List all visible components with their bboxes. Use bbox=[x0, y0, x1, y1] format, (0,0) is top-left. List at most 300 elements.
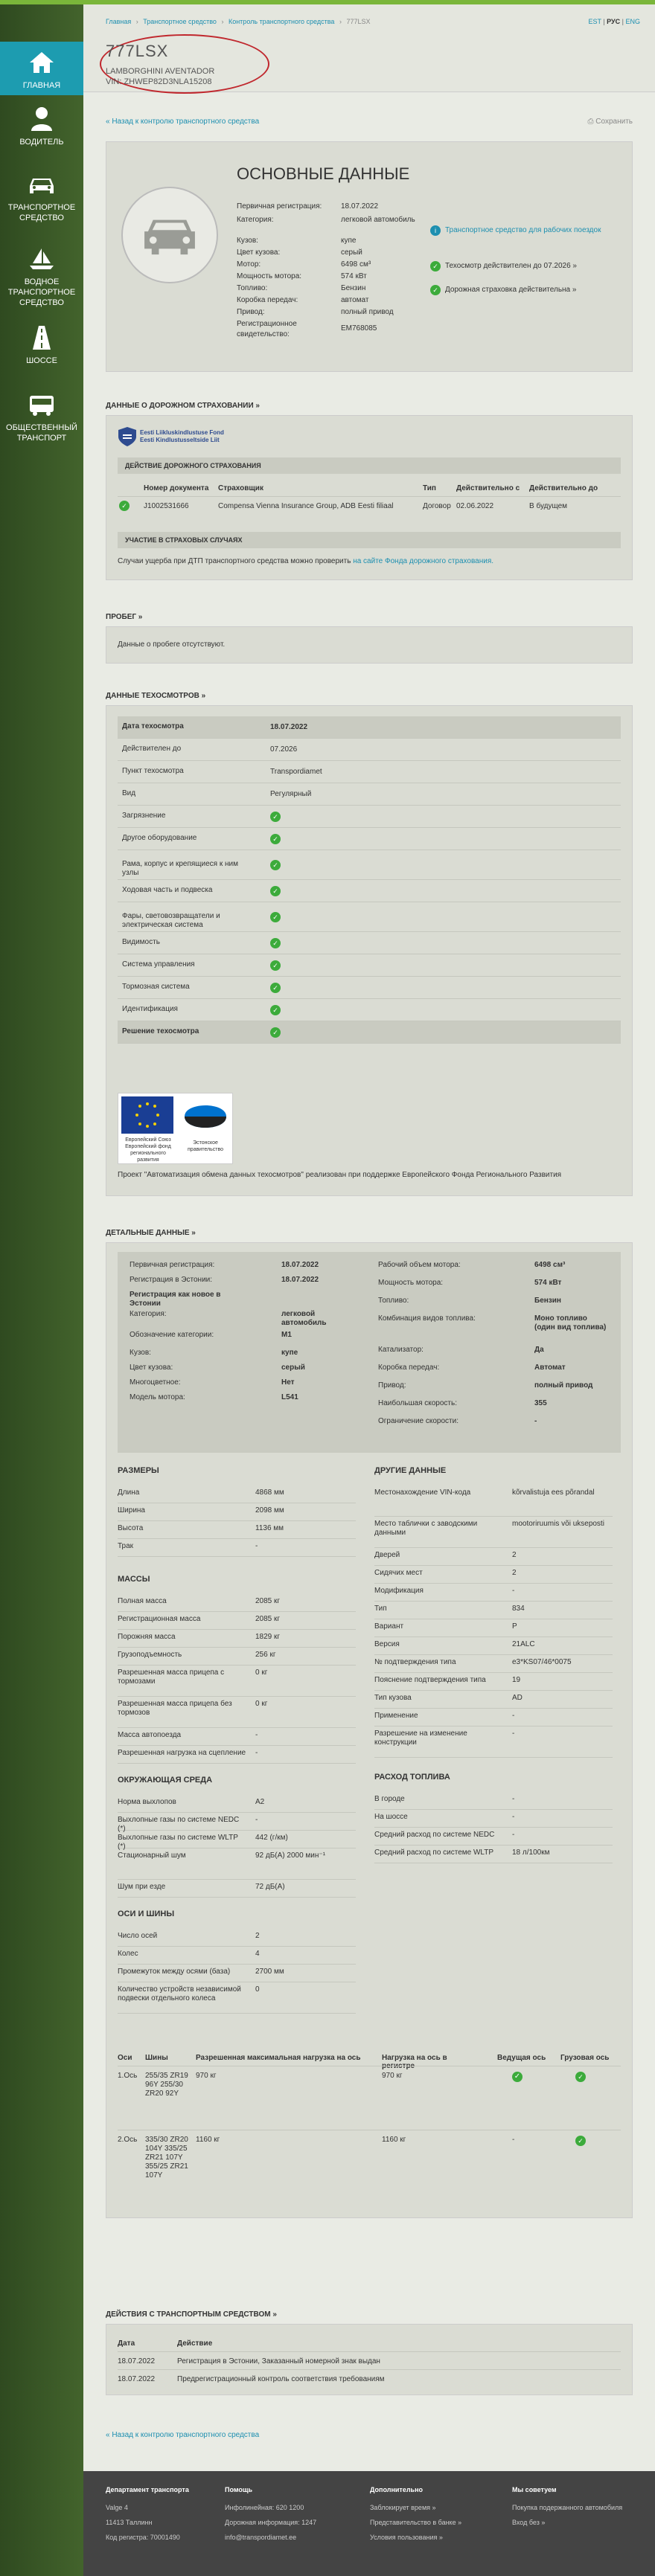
detail-value: 0 bbox=[255, 1985, 260, 1994]
detail-value: 834 bbox=[512, 1605, 525, 1613]
field-row bbox=[237, 283, 423, 294]
footer-col-advice bbox=[512, 2486, 639, 2534]
table-cell: Договор bbox=[423, 502, 451, 510]
detail-value: 0 кг bbox=[255, 1668, 268, 1677]
nav-label: ВОДНОЕ ТРАНСПОРТНОЕ СРЕДСТВО bbox=[7, 277, 76, 307]
detail-value: 1829 кг bbox=[255, 1633, 281, 1641]
detail-value: kõrvalistuja ees põrandal bbox=[512, 1488, 595, 1497]
inspection-box bbox=[106, 705, 633, 1196]
col-header: Дата bbox=[118, 2339, 135, 2348]
action-date: 18.07.2022 bbox=[118, 2357, 156, 2365]
nav-item-vehicle[interactable] bbox=[0, 164, 83, 238]
insurance-note bbox=[118, 557, 493, 565]
detail-value: 92 дБ(A) 2000 мин⁻¹ bbox=[255, 1851, 326, 1860]
field-row bbox=[237, 319, 423, 340]
detail-label: Средний расход по системе WLTP bbox=[374, 1849, 494, 1857]
detail-row bbox=[118, 1728, 356, 1746]
detail-value: M1 bbox=[281, 1331, 292, 1339]
boat-icon bbox=[27, 245, 57, 272]
detail-row bbox=[118, 1849, 356, 1880]
driver-icon bbox=[27, 106, 57, 132]
footer-link[interactable]: Представительство в банке » bbox=[370, 2519, 462, 2526]
detail-label: Регистрация как новое в Эстонии bbox=[130, 1291, 221, 1308]
action-text: Предрегистрационный контроль соответствия требованиям bbox=[177, 2375, 385, 2383]
detail-row bbox=[118, 1795, 356, 1813]
inspection-row bbox=[118, 902, 621, 932]
estonia-flag-icon bbox=[181, 1098, 230, 1135]
tyre-max-load: 1160 кг bbox=[196, 2136, 220, 2144]
car-icon bbox=[27, 171, 57, 198]
eu-text bbox=[121, 1137, 175, 1163]
col-header: Действие bbox=[177, 2339, 213, 2348]
tyre-axle: 2.Ось bbox=[118, 2136, 138, 2144]
detail-value: 19 bbox=[512, 1676, 521, 1684]
detail-value: 256 кг bbox=[255, 1651, 276, 1659]
footer-heading: Помощь bbox=[225, 2486, 253, 2493]
footer-link[interactable]: Покупка подержанного автомобиля bbox=[512, 2504, 623, 2511]
field-label: Коробка передач: bbox=[237, 296, 298, 304]
tyre-col-header: Шины bbox=[145, 2054, 168, 2062]
field-label: Привод: bbox=[237, 308, 265, 316]
eu-text-line: Европейский фонд регионального развития bbox=[125, 1144, 171, 1163]
footer-col-help bbox=[225, 2486, 316, 2548]
col-header: Действительно до bbox=[529, 484, 598, 492]
tyre-reg-load: 970 кг bbox=[382, 2072, 403, 2080]
insurance-cases-band: УЧАСТИЕ В СТРАХОВЫХ СЛУЧАЯХ bbox=[118, 532, 621, 548]
nav-label: ГЛАВНАЯ bbox=[22, 81, 61, 90]
nav-item-road[interactable] bbox=[0, 312, 83, 379]
detail-value: полный привод bbox=[534, 1381, 593, 1390]
inspection-value: 07.2026 bbox=[270, 745, 298, 754]
road-icon bbox=[27, 324, 57, 351]
detail-label: Наибольшая скорость: bbox=[378, 1399, 458, 1407]
inspection-section-title[interactable]: ДАННЫЕ ТЕХОСМОТРОВ » bbox=[106, 692, 206, 700]
inspection-label: Видимость bbox=[122, 938, 160, 946]
breadcrumb-current: 777LSX bbox=[346, 18, 371, 25]
footer-link[interactable]: Условия пользования » bbox=[370, 2534, 443, 2541]
field-value: легковой автомобиль bbox=[341, 216, 415, 224]
detail-value: - bbox=[512, 1831, 515, 1839]
status-text: Транспортное средство для рабочих поездок bbox=[445, 226, 601, 234]
detail-row bbox=[118, 1746, 356, 1764]
detail-row bbox=[118, 1982, 356, 2014]
tyre-col-header: Грузовая ось bbox=[560, 2054, 610, 2062]
detail-label: Порожняя масса bbox=[118, 1633, 176, 1641]
detail-label: Разрешенная масса прицепа без тормозов bbox=[118, 1700, 232, 1717]
detail-value: Нет bbox=[281, 1378, 295, 1387]
model-name: LAMBORGHINI AVENTADOR bbox=[106, 67, 215, 76]
footer-heading: Дополнительно bbox=[370, 2486, 424, 2493]
footer-text: Инфолинейная: 620 1200 bbox=[225, 2504, 304, 2511]
detail-row bbox=[118, 1929, 356, 1947]
registration-number: 777LSX bbox=[106, 42, 169, 60]
breadcrumb-home[interactable]: Главная bbox=[106, 18, 132, 25]
detail-label: Шум при езде bbox=[118, 1883, 166, 1891]
detail-value: A2 bbox=[255, 1798, 265, 1806]
detail-value: Бензин bbox=[534, 1297, 561, 1305]
detail-label: Количество устройств независимой подвески отдельного колеса bbox=[118, 1985, 241, 2002]
detail-value: 1136 мм bbox=[255, 1524, 284, 1532]
detail-label: Длина bbox=[118, 1488, 140, 1497]
project-note: Проект "Автоматизация обмена данных техосмотров" реализован при поддержке Европейского Фонда Регионального Развития bbox=[118, 1171, 562, 1179]
detail-value: 4868 мм bbox=[255, 1488, 284, 1497]
detail-label: Модификация bbox=[374, 1587, 424, 1595]
inspection-row bbox=[118, 954, 621, 977]
nav-item-driver[interactable] bbox=[0, 95, 83, 164]
nav-item-home[interactable] bbox=[0, 42, 83, 95]
action-text: Регистрация в Эстонии, Заказанный номерной знак выдан bbox=[177, 2357, 380, 2365]
eu-text-line: Европейский Союз bbox=[125, 1137, 171, 1143]
table-cell: Compensa Vienna Insurance Group, ADB Eesti filiaal bbox=[218, 502, 394, 510]
detail-label: Регистрация в Эстонии: bbox=[130, 1276, 213, 1284]
detail-value: - bbox=[512, 1729, 515, 1738]
field-label: Регистрационное свидетельство: bbox=[237, 320, 297, 338]
check-icon: ✓ bbox=[270, 834, 281, 844]
save-icon: ⎙ bbox=[587, 118, 594, 126]
detail-section-title[interactable]: ДЕТАЛЬНЫЕ ДАННЫЕ » bbox=[106, 1229, 196, 1237]
inspection-label: Дата техосмотра bbox=[122, 722, 184, 730]
inspection-label: Вид bbox=[122, 789, 136, 797]
detail-row bbox=[118, 1648, 356, 1666]
footer-col-extra bbox=[370, 2486, 461, 2548]
eu-logo bbox=[118, 1093, 233, 1164]
inspection-row bbox=[118, 880, 621, 902]
detail-value: 18.07.2022 bbox=[281, 1261, 319, 1269]
footer-text: Valge 4 bbox=[106, 2504, 128, 2511]
detail-row bbox=[374, 1548, 613, 1566]
detail-label: Ограничение скорости: bbox=[378, 1417, 458, 1425]
detail-row bbox=[118, 1697, 356, 1728]
detail-value: L541 bbox=[281, 1393, 298, 1401]
nav-item-watercraft[interactable] bbox=[0, 238, 83, 312]
save-label: Сохранить bbox=[595, 118, 633, 126]
field-row bbox=[237, 248, 423, 258]
inspection-label: Ходовая часть и подвеска bbox=[122, 886, 213, 894]
vehicle-model bbox=[106, 66, 214, 87]
field-value: Бензин bbox=[341, 284, 366, 292]
inspection-row bbox=[118, 1021, 621, 1044]
detail-value: 2085 кг bbox=[255, 1615, 281, 1623]
inspection-row bbox=[118, 806, 621, 828]
field-row bbox=[237, 272, 423, 282]
check-icon: ✓ bbox=[270, 960, 281, 971]
divider bbox=[118, 2369, 621, 2370]
detail-label: Вариант bbox=[374, 1622, 404, 1631]
detail-value: - bbox=[512, 1587, 515, 1595]
detail-row bbox=[374, 1517, 613, 1548]
tyre-drive: - bbox=[512, 2136, 515, 2144]
breadcrumb bbox=[106, 18, 373, 25]
detail-label: Тип bbox=[374, 1605, 387, 1613]
inspection-row bbox=[118, 761, 621, 783]
detail-value: 2 bbox=[255, 1932, 260, 1940]
detail-value: Да bbox=[534, 1346, 544, 1354]
detail-label: Пояснение подтверждения типа bbox=[374, 1676, 486, 1684]
sidebar-nav bbox=[0, 42, 83, 488]
detail-value: 2 bbox=[512, 1569, 517, 1577]
inspection-row bbox=[118, 783, 621, 806]
detail-label: Сидячих мест bbox=[374, 1569, 423, 1577]
detail-label: Разрешение на изменение конструкции bbox=[374, 1729, 467, 1747]
field-row bbox=[237, 295, 423, 306]
detail-row bbox=[374, 1727, 613, 1758]
footer-heading: Департамент транспорта bbox=[106, 2486, 189, 2493]
detail-row bbox=[118, 1813, 356, 1831]
nav-label: ВОДИТЕЛЬ bbox=[19, 138, 64, 147]
tyre-col-header: Разрешенная максимальная нагрузка на ось bbox=[196, 2054, 361, 2062]
check-icon: ✓ bbox=[575, 2072, 586, 2082]
inspection-value: Transpordiamet bbox=[270, 768, 322, 776]
tyre-col-header: Ведущая ось bbox=[497, 2054, 546, 2062]
inspection-label: Система управления bbox=[122, 960, 195, 969]
inspection-label: Загрязнение bbox=[122, 812, 166, 820]
footer-col-department bbox=[106, 2486, 189, 2548]
field-row bbox=[237, 202, 423, 212]
mileage-box bbox=[106, 626, 633, 664]
detail-row bbox=[374, 1566, 613, 1584]
field-row bbox=[237, 215, 423, 236]
check-icon: ✓ bbox=[270, 886, 281, 896]
inspection-row bbox=[118, 932, 621, 954]
detail-label: Рабочий объем мотора: bbox=[378, 1261, 461, 1269]
detail-value: - bbox=[512, 1712, 515, 1720]
insurance-band: ДЕЙСТВИЕ ДОРОЖНОГО СТРАХОВАНИЯ bbox=[118, 457, 621, 474]
detail-row bbox=[374, 1709, 613, 1727]
status-work-trips[interactable] bbox=[430, 225, 624, 235]
back-link-bottom[interactable]: « Назад к контролю транспортного средства bbox=[106, 2431, 260, 2439]
group-title: РАСХОД ТОПЛИВА bbox=[374, 1773, 450, 1782]
mileage-text: Данные о пробеге отсутствуют. bbox=[118, 640, 226, 649]
detail-label: На шоссе bbox=[374, 1813, 408, 1821]
field-value: серый bbox=[341, 248, 362, 257]
inspection-label: Другое оборудование bbox=[122, 834, 197, 842]
detail-label: Промежуток между осями (база) bbox=[118, 1968, 231, 1976]
tyre-col-header: Нагрузка на ось в bbox=[382, 2054, 447, 2062]
divider bbox=[118, 496, 621, 497]
detail-box bbox=[106, 1242, 633, 2218]
mileage-section-title[interactable]: ПРОБЕГ » bbox=[106, 613, 143, 621]
check-icon: ✓ bbox=[512, 2072, 523, 2082]
field-value: полный привод bbox=[341, 308, 394, 316]
detail-label: Дверей bbox=[374, 1551, 400, 1559]
detail-value: 2 bbox=[512, 1551, 517, 1559]
inspection-label: Фары, световозвращатели и электрическая система bbox=[122, 912, 220, 929]
detail-row bbox=[374, 1602, 613, 1619]
footer-text: Код регистра: 70001490 bbox=[106, 2534, 180, 2541]
check-icon: ✓ bbox=[270, 938, 281, 948]
detail-summary bbox=[118, 1252, 621, 1453]
detail-value: 21ALC bbox=[512, 1640, 535, 1648]
detail-label: Высота bbox=[118, 1524, 144, 1532]
breadcrumb-vehicle-check[interactable]: Контроль транспортного средства bbox=[228, 18, 335, 25]
detail-row bbox=[374, 1584, 613, 1602]
inspection-label: Пункт техосмотра bbox=[122, 767, 184, 775]
nav-label: ОБЩЕСТВЕННЫЙ ТРАНСПОРТ bbox=[6, 423, 77, 443]
detail-row bbox=[374, 1637, 613, 1655]
breadcrumb-separator: › bbox=[221, 18, 224, 25]
footer-link[interactable]: Заблокирует время » bbox=[370, 2504, 436, 2511]
detail-label: Цвет кузова: bbox=[130, 1364, 173, 1372]
detail-value: - bbox=[255, 1816, 258, 1824]
detail-label: Место таблички с заводскими данными bbox=[374, 1520, 478, 1537]
detail-value: 2098 мм bbox=[255, 1506, 284, 1515]
detail-label: Привод: bbox=[378, 1381, 406, 1390]
detail-value: - bbox=[255, 1731, 258, 1739]
status-insurance[interactable] bbox=[430, 285, 624, 295]
status-text: Техосмотр действителен до 07.2026 » bbox=[445, 262, 577, 270]
check-icon: ✓ bbox=[430, 261, 441, 272]
tyre-sizes: 335/30 ZR20 104Y 335/25 ZR21 107Y 355/25 ZR21 107Y bbox=[145, 2136, 188, 2180]
lang-rus[interactable]: РУС bbox=[607, 18, 621, 25]
detail-label: Ширина bbox=[118, 1506, 145, 1515]
language-switcher: EST | РУС | ENG bbox=[588, 18, 640, 25]
insurance-section-title[interactable]: ДАННЫЕ О ДОРОЖНОМ СТРАХОВАНИИ » bbox=[106, 402, 260, 410]
footer-link[interactable]: Вход без » bbox=[512, 2519, 546, 2526]
detail-label: Катализатор: bbox=[378, 1346, 424, 1354]
detail-value: e3*KS07/46*0075 bbox=[512, 1658, 572, 1666]
home-icon bbox=[27, 49, 57, 76]
footer-text: Дорожная информация: 1247 bbox=[225, 2519, 317, 2526]
check-icon: ✓ bbox=[119, 501, 130, 511]
detail-value: - bbox=[512, 1813, 515, 1821]
car-image-placeholder bbox=[121, 187, 218, 283]
detail-value: серый bbox=[281, 1364, 305, 1372]
inspection-row bbox=[118, 828, 621, 850]
main-content bbox=[83, 4, 655, 2471]
detail-row bbox=[118, 1630, 356, 1648]
detail-label: Тип кузова bbox=[374, 1694, 412, 1702]
col-header: Номер документа bbox=[144, 484, 209, 492]
detail-label: Норма выхлопов bbox=[118, 1798, 176, 1806]
field-row bbox=[237, 307, 423, 318]
logo-text bbox=[140, 429, 224, 444]
save-button[interactable] bbox=[588, 118, 633, 126]
detail-value: - bbox=[534, 1417, 537, 1425]
detail-row bbox=[118, 1539, 356, 1557]
detail-label: Выхлопные газы по системе WLTP (*) bbox=[118, 1834, 238, 1851]
vin-code: VIN: ZHWEP82D3NLA15208 bbox=[106, 77, 212, 86]
eu-flag-icon bbox=[121, 1096, 173, 1134]
detail-value: 2700 мм bbox=[255, 1968, 284, 1976]
detail-row bbox=[118, 1880, 356, 1898]
inspection-row bbox=[118, 999, 621, 1021]
detail-row bbox=[374, 1655, 613, 1673]
detail-value: легковой автомобиль bbox=[281, 1310, 327, 1327]
detail-label: Число осей bbox=[118, 1932, 158, 1940]
bus-icon bbox=[27, 391, 57, 418]
detail-label: Разрешенная масса прицепа с тормозами bbox=[118, 1668, 225, 1686]
check-icon: ✓ bbox=[270, 860, 281, 870]
table-cell: В будущем bbox=[529, 502, 568, 510]
footer-link[interactable]: info@transpordiamet.ee bbox=[225, 2534, 297, 2541]
divider bbox=[118, 2351, 621, 2352]
detail-label: Топливо: bbox=[378, 1297, 409, 1305]
detail-row bbox=[374, 1619, 613, 1637]
detail-row bbox=[118, 1666, 356, 1697]
detail-row bbox=[118, 1594, 356, 1612]
detail-value: - bbox=[255, 1749, 258, 1757]
check-icon: ✓ bbox=[270, 1005, 281, 1015]
detail-label: Средний расход по системе NEDC bbox=[374, 1831, 495, 1839]
detail-label: Выхлопные газы по системе NEDC (*) bbox=[118, 1816, 240, 1833]
nav-item-public-transport[interactable] bbox=[0, 379, 83, 451]
logo-line: Eesti Liikluskindlustuse Fond bbox=[140, 429, 224, 436]
breadcrumb-vehicle[interactable]: Транспортное средство bbox=[143, 18, 217, 25]
note-text: Случаи ущерба при ДТП транспортного средства можно проверить bbox=[118, 557, 351, 565]
action-date: 18.07.2022 bbox=[118, 2375, 156, 2383]
field-label: Мотор: bbox=[237, 260, 261, 269]
field-row bbox=[237, 260, 423, 270]
lang-est[interactable]: EST bbox=[588, 18, 601, 25]
detail-label: Кузов: bbox=[130, 1349, 151, 1357]
detail-label: Стационарный шум bbox=[118, 1851, 186, 1860]
detail-label: Версия bbox=[374, 1640, 400, 1648]
detail-row bbox=[118, 1521, 356, 1539]
detail-value: 355 bbox=[534, 1399, 547, 1407]
detail-row bbox=[374, 1828, 613, 1846]
group-title: ОСИ И ШИНЫ bbox=[118, 1909, 175, 1918]
field-label: Категория: bbox=[237, 216, 274, 224]
detail-value: Автомат bbox=[534, 1364, 566, 1372]
nav-label: ТРАНСПОРТНОЕ СРЕДСТВО bbox=[7, 203, 76, 222]
detail-value: AD bbox=[512, 1694, 523, 1702]
section-title: ОСНОВНЫЕ ДАННЫЕ bbox=[237, 164, 410, 183]
detail-value: - bbox=[512, 1795, 515, 1803]
check-icon: ✓ bbox=[270, 1027, 281, 1038]
actions-section-title[interactable]: ДЕЙСТВИЯ С ТРАНСПОРТНЫМ СРЕДСТВОМ » bbox=[106, 2310, 277, 2319]
car-icon bbox=[123, 188, 217, 282]
detail-row bbox=[118, 1947, 356, 1965]
estonia-gov-text: Эстонское правительство bbox=[188, 1140, 223, 1152]
breadcrumb-separator: › bbox=[339, 18, 342, 25]
detail-row bbox=[374, 1792, 613, 1810]
detail-label: Категория: bbox=[130, 1310, 167, 1318]
lang-eng[interactable]: ENG bbox=[625, 18, 640, 25]
table-cell: J1002531666 bbox=[144, 502, 189, 510]
group-title: ОКРУЖАЮЩАЯ СРЕДА bbox=[118, 1776, 213, 1785]
insurance-fund-logo bbox=[118, 426, 237, 450]
detail-row bbox=[374, 1485, 613, 1517]
detail-row bbox=[374, 1810, 613, 1828]
inspection-value: 18.07.2022 bbox=[270, 723, 308, 731]
shield-icon bbox=[118, 426, 137, 447]
tyre-sizes: 255/35 ZR19 96Y 255/30 ZR20 92Y bbox=[145, 2072, 188, 2098]
field-label: Цвет кузова: bbox=[237, 248, 281, 257]
detail-label: Обозначение категории: bbox=[130, 1331, 214, 1339]
vehicle-header bbox=[83, 4, 655, 92]
insurance-fund-link[interactable]: на сайте Фонда дорожного страхования. bbox=[353, 557, 494, 565]
detail-label: Разрешенная нагрузка на сцепление bbox=[118, 1749, 246, 1757]
check-icon: ✓ bbox=[270, 983, 281, 993]
status-inspection[interactable] bbox=[430, 261, 624, 271]
group-title: РАЗМЕРЫ bbox=[118, 1466, 159, 1475]
detail-label: Полная масса bbox=[118, 1597, 167, 1605]
estonia-gov-logo bbox=[181, 1098, 230, 1135]
detail-row bbox=[118, 1965, 356, 1982]
basic-data-box bbox=[106, 141, 633, 372]
detail-value: - bbox=[255, 1542, 258, 1550]
field-value: EM768085 bbox=[341, 324, 377, 333]
field-label: Топливо: bbox=[237, 284, 268, 292]
detail-row bbox=[374, 1691, 613, 1709]
field-value: купе bbox=[341, 237, 357, 245]
inspection-row bbox=[118, 739, 621, 761]
check-icon: ✓ bbox=[575, 2136, 586, 2146]
detail-label: Регистрационная масса bbox=[118, 1615, 201, 1623]
detail-label: Первичная регистрация: bbox=[130, 1261, 215, 1269]
back-link-top[interactable]: « Назад к контролю транспортного средства bbox=[106, 118, 260, 126]
insurance-box bbox=[106, 415, 633, 580]
